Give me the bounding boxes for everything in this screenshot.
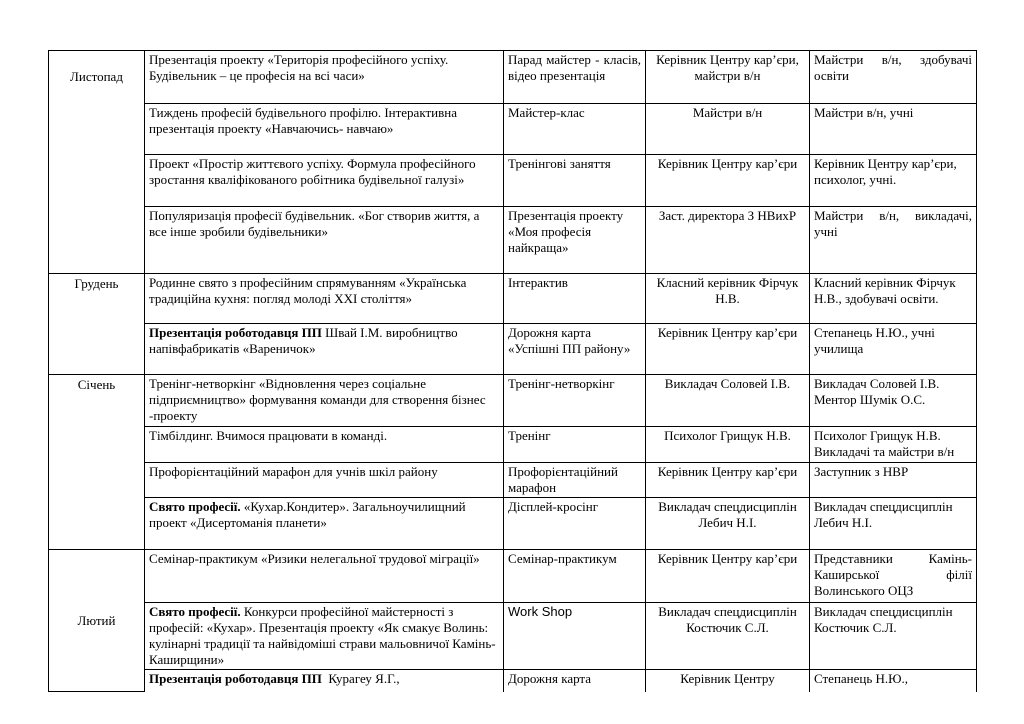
participants-cell: Психолог Грищук Н.В. Викладачі та майстри в/н bbox=[810, 427, 977, 463]
event-text: Конкурси професійної майстерності з професій: «Кухар». Презентація проекту «Як смакує Волинь: кулінарні традиції та найвідоміші страви мальовничої Камінь-Каширщини» bbox=[149, 604, 496, 667]
form-cell: Дорожня карта bbox=[504, 670, 646, 692]
participants-cell: Заступник з НВР bbox=[810, 463, 977, 498]
participants-cell: Керівник Центру кар’єри, психолог, учні. bbox=[810, 155, 977, 207]
form-cell: Парад майстер - класів, відео презентація bbox=[504, 51, 646, 104]
responsible-cell: Керівник Центру кар’єри bbox=[646, 155, 810, 207]
event-text: Родинне свято з професійним спрямуванням «Українська традиційна кухня: погляд молоді ХХІ століття» bbox=[149, 275, 467, 306]
responsible-cell: Майстри в/н bbox=[646, 104, 810, 155]
responsible-cell: Психолог Грищук Н.В. bbox=[646, 427, 810, 463]
responsible-cell: Класний керівник Фірчук Н.В. bbox=[646, 274, 810, 324]
form-cell: Тренінг bbox=[504, 427, 646, 463]
event-cell bbox=[145, 375, 504, 427]
participants-cell: Викладач спецдисциплін Лебич Н.І. bbox=[810, 498, 977, 550]
participants-cell: Представники Камінь-Каширської філії Волинського ОЦЗ bbox=[810, 550, 977, 603]
event-bold-text: Презентація роботодавця ПП bbox=[149, 325, 322, 340]
participants-cell: Майстри в/н, здобувачі освіти bbox=[810, 51, 977, 104]
form-cell: Презентація проекту «Моя професія найкраща» bbox=[504, 207, 646, 274]
participants-cell: Викладач спецдисциплін Костючик С.Л. bbox=[810, 603, 977, 670]
form-cell: Work Shop bbox=[504, 603, 646, 670]
event-cell bbox=[145, 324, 504, 375]
table-row bbox=[49, 670, 977, 692]
event-text: Тренінг-нетворкінг «Відновлення через соціальне підприємництво» формування команди для створення бізнес -проекту bbox=[149, 376, 486, 423]
month-february: Лютий bbox=[49, 550, 145, 692]
form-cell: Майстер-клас bbox=[504, 104, 646, 155]
event-text: Популяризація професії будівельник. «Бог створив життя, а все інше зробили будівельники» bbox=[149, 208, 480, 239]
responsible-cell: Заст. директора З НВихР bbox=[646, 207, 810, 274]
month-november: Листопад bbox=[49, 51, 145, 274]
event-cell bbox=[145, 207, 504, 274]
event-text: Тиждень професій будівельного профілю. Інтерактивна презентація проекту «Навчаючись- навчаю» bbox=[149, 105, 457, 136]
participants-cell: Майстри в/н, викладачі, учні bbox=[810, 207, 977, 274]
participants-cell: Викладач Соловей І.В. Ментор Шумік О.С. bbox=[810, 375, 977, 427]
event-cell bbox=[145, 427, 504, 463]
form-cell: Профорієнтаційний марафон bbox=[504, 463, 646, 498]
event-cell bbox=[145, 550, 504, 603]
event-text: Курагеу Я.Г., bbox=[321, 671, 400, 686]
form-cell: Тренінгові заняття bbox=[504, 155, 646, 207]
form-cell: Інтерактив bbox=[504, 274, 646, 324]
responsible-cell: Викладач спецдисциплін Костючик С.Л. bbox=[646, 603, 810, 670]
event-bold-text: Свято професії. bbox=[149, 499, 241, 514]
form-cell: Дорожня карта «Успішні ПП району» bbox=[504, 324, 646, 375]
event-cell bbox=[145, 51, 504, 104]
event-text: Семінар-практикум «Ризики нелегальної трудової міграції» bbox=[149, 551, 480, 566]
table-row bbox=[49, 51, 977, 104]
event-bold-text: Презентація роботодавця ПП bbox=[149, 671, 322, 686]
event-text: Проект «Простір життєвого успіху. Формула професійного зростання кваліфікованого робітника будівельної галузі» bbox=[149, 156, 476, 187]
responsible-cell: Керівник Центру кар’єри bbox=[646, 550, 810, 603]
table-row bbox=[49, 603, 977, 670]
table-row bbox=[49, 498, 977, 550]
table-row bbox=[49, 324, 977, 375]
table-row bbox=[49, 104, 977, 155]
month-december: Грудень bbox=[49, 274, 145, 375]
participants-cell: Степанець Н.Ю., учні училища bbox=[810, 324, 977, 375]
table-row bbox=[49, 155, 977, 207]
participants-cell: Майстри в/н, учні bbox=[810, 104, 977, 155]
responsible-cell: Викладач спецдисциплін Лебич Н.І. bbox=[646, 498, 810, 550]
event-text: Швай І.М. виробництво напівфабрикатів «Вареничок» bbox=[149, 325, 458, 356]
event-text: «Кухар.Кондитер». Загальноучилищний проект «Дисертоманія планети» bbox=[149, 499, 466, 530]
responsible-cell: Керівник Центру кар’єри, майстри в/н bbox=[646, 51, 810, 104]
form-cell: Тренінг-нетворкінг bbox=[504, 375, 646, 427]
event-text: Профорієнтаційний марафон для учнів шкіл району bbox=[149, 464, 438, 479]
event-text: Тімбілдинг. Вчимося працювати в команді. bbox=[149, 428, 388, 443]
responsible-cell: Викладач Соловей І.В. bbox=[646, 375, 810, 427]
event-cell bbox=[145, 498, 504, 550]
table-row bbox=[49, 550, 977, 603]
participants-cell: Степанець Н.Ю., bbox=[810, 670, 977, 692]
event-bold-text: Свято професії. bbox=[149, 604, 241, 619]
event-cell bbox=[145, 603, 504, 670]
event-cell bbox=[145, 155, 504, 207]
table-row bbox=[49, 375, 977, 427]
table-row bbox=[49, 207, 977, 274]
event-cell bbox=[145, 274, 504, 324]
form-cell: Дісплей-кросінг bbox=[504, 498, 646, 550]
responsible-cell: Керівник Центру кар’єри bbox=[646, 324, 810, 375]
table-row bbox=[49, 427, 977, 463]
event-cell bbox=[145, 463, 504, 498]
responsible-cell: Керівник Центру кар’єри bbox=[646, 463, 810, 498]
event-cell bbox=[145, 670, 504, 692]
month-january: Січень bbox=[49, 375, 145, 550]
form-cell: Семінар-практикум bbox=[504, 550, 646, 603]
events-plan-table bbox=[48, 50, 977, 692]
participants-cell: Класний керівник Фірчук Н.В., здобувачі освіти. bbox=[810, 274, 977, 324]
responsible-cell: Керівник Центру bbox=[646, 670, 810, 692]
event-cell bbox=[145, 104, 504, 155]
event-text: Презентація проекту «Територія професійного успіху. Будівельник – це професія на всі часи» bbox=[149, 52, 449, 83]
table-row bbox=[49, 274, 977, 324]
table-row bbox=[49, 463, 977, 498]
